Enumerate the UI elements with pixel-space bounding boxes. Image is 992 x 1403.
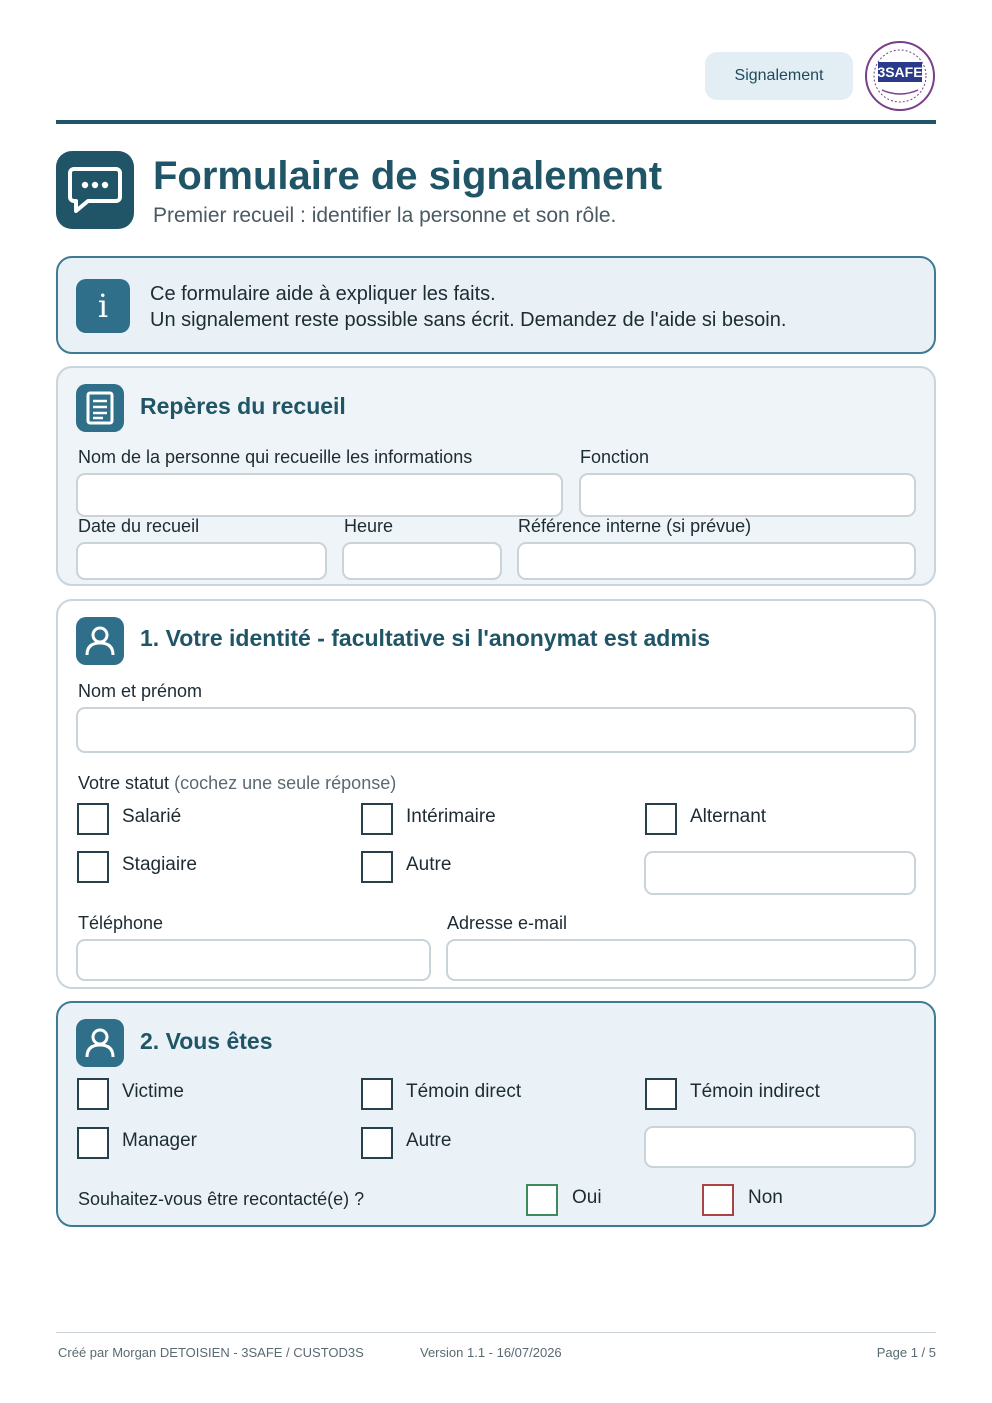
label-function: Fonction	[580, 447, 650, 467]
reference-field[interactable]	[517, 542, 916, 580]
phone-field[interactable]	[76, 939, 431, 981]
checkbox-label-oui: Oui	[572, 1187, 602, 1208]
chat-bubble-icon	[56, 151, 134, 229]
label-reference: Référence interne (si prévue)	[518, 516, 752, 536]
label-date: Date du recueil	[78, 516, 200, 536]
label-recontact: Souhaitez-vous être recontacté(e) ?	[78, 1189, 365, 1209]
company-logo	[864, 40, 936, 112]
date-field[interactable]	[76, 542, 327, 580]
email-field[interactable]	[446, 939, 916, 981]
info-line-1: Ce formulaire aide à expliquer les faits.	[150, 283, 496, 305]
header-badge: Signalement	[705, 52, 853, 100]
footer-rule	[56, 1332, 936, 1333]
label-status	[78, 773, 396, 794]
label-email: Adresse e-mail	[447, 913, 568, 933]
checkbox-autre-role[interactable]	[361, 1127, 393, 1159]
collector-name-field[interactable]	[76, 473, 563, 517]
role-title: 2. Vous êtes	[140, 1028, 273, 1054]
person-icon	[76, 1019, 124, 1067]
info-icon: i	[76, 279, 130, 333]
footer-page: Page 1 / 5	[876, 1345, 936, 1360]
checkbox-oui[interactable]	[526, 1184, 558, 1216]
checkbox-label-temoin-indirect: Témoin indirect	[690, 1081, 820, 1102]
checkbox-stagiaire[interactable]	[77, 851, 109, 883]
checkbox-label-autre-role: Autre	[406, 1130, 452, 1151]
reperes-title: Repères du recueil	[140, 393, 346, 419]
document-icon	[76, 384, 124, 432]
checkbox-label-stagiaire: Stagiaire	[122, 854, 197, 875]
checkbox-label-interimaire: Intérimaire	[406, 806, 496, 827]
checkbox-label-temoin-direct: Témoin direct	[406, 1081, 522, 1102]
label-time: Heure	[344, 516, 394, 536]
person-icon	[76, 617, 124, 665]
function-field[interactable]	[579, 473, 916, 517]
footer-version: Version 1.1 - 16/07/2026	[420, 1345, 562, 1360]
identity-title: 1. Votre identité - facultative si l'anonymat est admis	[140, 625, 710, 651]
role-other-field[interactable]	[644, 1126, 916, 1168]
checkbox-autre-status[interactable]	[361, 851, 393, 883]
checkbox-label-manager: Manager	[122, 1130, 197, 1151]
page-title: Formulaire de signalement	[153, 154, 663, 198]
checkbox-victime[interactable]	[77, 1078, 109, 1110]
page-subtitle: Premier recueil : identifier la personne et son rôle.	[153, 204, 617, 227]
header-rule	[56, 120, 936, 124]
label-phone: Téléphone	[78, 913, 164, 933]
checkbox-non[interactable]	[702, 1184, 734, 1216]
status-hint: (cochez une seule réponse)	[174, 773, 397, 793]
checkbox-label-salarie: Salarié	[122, 806, 182, 827]
checkbox-manager[interactable]	[77, 1127, 109, 1159]
label-full-name: Nom et prénom	[78, 681, 203, 701]
checkbox-label-non: Non	[748, 1187, 783, 1208]
checkbox-label-alternant: Alternant	[690, 806, 767, 827]
checkbox-salarie[interactable]	[77, 803, 109, 835]
status-other-field[interactable]	[644, 851, 916, 895]
checkbox-label-victime: Victime	[122, 1081, 184, 1102]
logo-text: 3SAFE	[877, 64, 923, 80]
status-label: Votre statut	[78, 773, 170, 793]
checkbox-label-autre-status: Autre	[406, 854, 452, 875]
checkbox-interimaire[interactable]	[361, 803, 393, 835]
checkbox-alternant[interactable]	[645, 803, 677, 835]
label-collector-name: Nom de la personne qui recueille les informations	[78, 447, 473, 467]
footer-author: Créé par Morgan DETOISIEN - 3SAFE / CUSTOD3S	[58, 1345, 364, 1360]
time-field[interactable]	[342, 542, 502, 580]
checkbox-temoin-indirect[interactable]	[645, 1078, 677, 1110]
full-name-field[interactable]	[76, 707, 916, 753]
info-line-2: Un signalement reste possible sans écrit. Demandez de l'aide si besoin.	[150, 309, 787, 331]
checkbox-temoin-direct[interactable]	[361, 1078, 393, 1110]
